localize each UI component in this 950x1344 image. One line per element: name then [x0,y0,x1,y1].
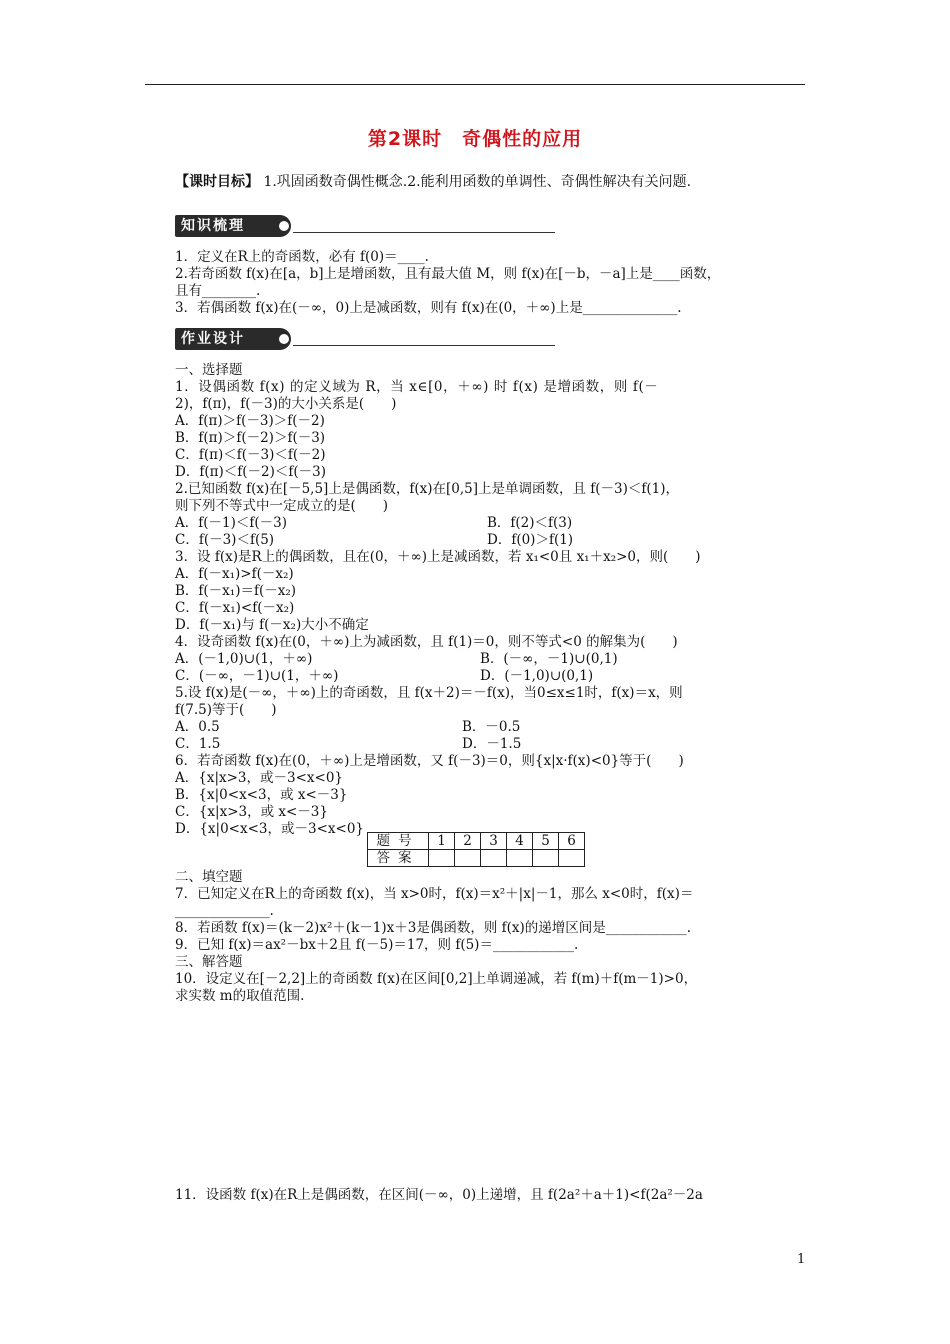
q1-option-d: D．f(π)＜f(－2)＜f(－3) [175,464,326,480]
q7-line2: ______________. [175,903,274,919]
answer-table-number: 3 [481,833,507,850]
q2-option-b: B．f(2)＜f(3) [487,515,573,531]
q3-stem: 3．设 f(x)是R上的偶函数，且在(0，＋∞)上是减函数，若 x₁<0且 x₁＋x₂>0，则( ) [175,549,701,565]
q6-stem: 6．若奇函数 f(x)在(0，＋∞)上是增函数，又 f(－3)＝0，则{x|x·f(x)<0}等于( ) [175,753,684,769]
lesson-goal-text: 1.巩固函数奇偶性概念.2.能利用函数的单调性、奇偶性解决有关问题. [259,174,692,190]
bullet-dot-icon [279,334,289,344]
lesson-goal [175,171,691,191]
answer-table-number-label: 题号 [368,833,429,850]
q1-option-b: B．f(π)＞f(－2)＞f(－3) [175,430,326,446]
part2-heading: 二、填空题 [175,869,243,885]
q4-option-a: A．(－1,0)∪(1，＋∞) [175,651,313,667]
answer-table-number: 6 [559,833,585,850]
answer-cell[interactable] [559,850,585,867]
answer-cell[interactable] [455,850,481,867]
bullet-dot-icon [279,221,289,231]
q5-option-c: C．1.5 [175,736,221,752]
q4-option-c: C．(－∞，－1)∪(1，＋∞) [175,668,339,684]
answer-table-answer-row [368,850,585,867]
answer-table-number: 4 [507,833,533,850]
knowledge-item-2: 2.若奇函数 f(x)在[a，b]上是增函数，且有最大值 M，则 f(x)在[－b，－a]上是____函数， [175,266,721,282]
answer-cell[interactable] [533,850,559,867]
q2-line1: 2.已知函数 f(x)在[－5,5]上是偶函数，f(x)在[0,5]上是单调函数，且 f(－3)＜f(1)， [175,481,679,497]
q2-line2: 则下列不等式中一定成立的是( ) [175,498,389,514]
q6-option-c: C．{x|x>3，或 x<－3} [175,804,328,820]
answer-table-number: 5 [533,833,559,850]
section-knowledge [175,215,560,237]
lesson-goal-label: 【课时目标】 [175,174,259,190]
q2-option-c: C．f(－3)＜f(5) [175,532,275,548]
q4-option-b: B．(－∞，－1)∪(0,1) [480,651,618,667]
q1-line1: 1．设偶函数 f(x) 的定义域为 R，当 x∈[0，＋∞) 时 f(x) 是增函数，则 f(－ [175,379,659,395]
answer-table [367,832,585,867]
q10-line2: 求实数 m的取值范围. [175,988,305,1004]
section-homework [175,328,560,350]
knowledge-item-3: 3．若偶函数 f(x)在(－∞，0)上是减函数，则有 f(x)在(0，＋∞)上是______________. [175,300,682,316]
q3-option-d: D．f(－x₁)与 f(－x₂)大小不确定 [175,617,369,633]
q11-stem: 11．设函数 f(x)在R上是偶函数，在区间(－∞，0)上递增，且 f(2a²＋a＋1)<f(2a²－2a [175,1187,703,1203]
q6-option-b: B．{x|0<x<3，或 x<－3} [175,787,348,803]
answer-cell[interactable] [481,850,507,867]
q4-stem: 4．设奇函数 f(x)在(0，＋∞)上为减函数，且 f(1)＝0，则不等式<0 的解集为( ) [175,634,678,650]
page-title: 第2课时 奇偶性的应用 [367,128,583,150]
part3-heading: 三、解答题 [175,954,243,970]
q3-option-c: C．f(－x₁)<f(－x₂) [175,600,295,616]
q1-line2: 2)，f(π)，f(－3)的大小关系是( ) [175,396,397,412]
q5-option-b: B．－0.5 [462,719,521,735]
q2-option-a: A．f(－1)＜f(－3) [175,515,287,531]
answer-table-answer-label: 答案 [368,850,429,867]
section-homework-label: 作业设计 [175,328,291,350]
q5-option-d: D．－1.5 [462,736,522,752]
q7-line1: 7．已知定义在R上的奇函数 f(x)，当 x>0时，f(x)＝x²＋|x|－1，那么 x<0时，f(x)＝ [175,886,694,902]
section-rule [293,345,555,346]
q8-stem: 8．若函数 f(x)＝(k－2)x²＋(k－1)x＋3是偶函数，则 f(x)的递增区间是____________. [175,920,692,936]
section-rule [293,232,555,233]
q9-stem: 9．已知 f(x)＝ax²－bx＋2且 f(－5)＝17，则 f(5)＝____________. [175,937,579,953]
answer-table-header-row [368,833,585,850]
section-knowledge-label: 知识梳理 [175,215,291,237]
q5-line2: f(7.5)等于( ) [175,702,277,718]
answer-cell[interactable] [507,850,533,867]
knowledge-item-1: 1．定义在R上的奇函数，必有 f(0)＝____. [175,249,429,265]
q2-option-d: D．f(0)＞f(1) [487,532,574,548]
q1-option-a: A．f(π)＞f(－3)＞f(－2) [175,413,325,429]
page-number: 1 [797,1252,806,1267]
q3-option-a: A．f(－x₁)>f(－x₂) [175,566,294,582]
q10-line1: 10．设定义在[－2,2]上的奇函数 f(x)在区间[0,2]上单调递减，若 f(m)＋f(m－1)>0， [175,971,698,987]
knowledge-item-2-cont: 且有________. [175,283,261,299]
answer-cell[interactable] [429,850,455,867]
part1-heading: 一、选择题 [175,362,243,378]
answer-table-number: 1 [429,833,455,850]
q6-option-d: D．{x|0<x<3，或－3<x<0} [175,821,364,837]
q4-option-d: D．(－1,0)∪(0,1) [480,668,594,684]
q3-option-b: B．f(－x₁)＝f(－x₂) [175,583,297,599]
q6-option-a: A．{x|x>3，或－3<x<0} [175,770,344,786]
header-rule [145,84,805,85]
q1-option-c: C．f(π)＜f(－3)＜f(－2) [175,447,326,463]
answer-table-number: 2 [455,833,481,850]
q5-line1: 5.设 f(x)是(－∞，＋∞)上的奇函数，且 f(x＋2)＝－f(x)，当0≤x≤1时，f(x)＝x，则 [175,685,683,701]
q5-option-a: A．0.5 [175,719,220,735]
